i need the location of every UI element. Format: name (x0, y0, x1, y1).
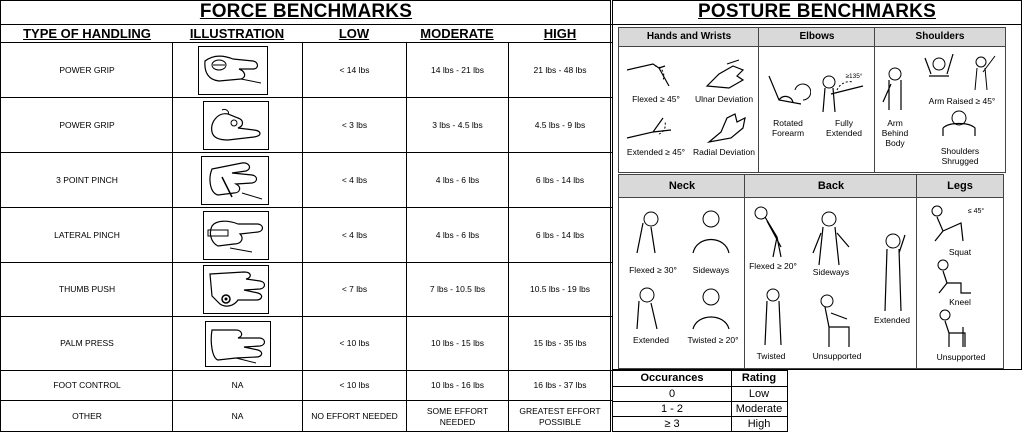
back-unsupported-label: Unsupported (812, 351, 862, 361)
rating-header-occurances: Occurances (640, 372, 704, 384)
rating-value-high: High (747, 418, 771, 430)
row4-high: 6 lbs - 14 lbs (535, 229, 585, 240)
row2-type: POWER GRIP (59, 119, 115, 130)
neck-title: Neck (619, 175, 745, 198)
row3-low: < 4 lbs (341, 174, 368, 185)
row8-low: NO EFFORT NEEDED (311, 411, 398, 421)
kneel-figure (931, 259, 975, 295)
back-extended-figure (873, 231, 913, 317)
row2-moderate: 3 lbs - 4.5 lbs (432, 119, 483, 130)
col-header-type: TYPE OF HANDLING (23, 26, 151, 41)
row7-illustration: NA (231, 380, 244, 390)
row7-moderate: 10 lbs - 16 lbs (431, 380, 484, 390)
elbow-angle-label: ≥135° (845, 73, 863, 80)
back-twisted-figure (755, 287, 791, 349)
col-header-moderate: MODERATE (420, 26, 494, 41)
back-sideways-label: Sideways (812, 267, 850, 277)
arm-behind-body-figure (881, 66, 911, 116)
rating-occ-0: 0 (668, 388, 676, 400)
col-header-illustration: ILLUSTRATION (189, 26, 285, 41)
row6-low: < 10 lbs (339, 338, 370, 348)
rotated-forearm-figure (765, 70, 811, 114)
posture-title-divider (612, 24, 1022, 25)
neck-flexed-figure (627, 207, 667, 257)
fully-extended-label: Fully Extended (826, 118, 862, 138)
row8-high: GREATEST EFFORT POSSIBLE (519, 405, 601, 427)
legs-panel (916, 174, 1004, 369)
rotated-forearm-label: Rotated Forearm (771, 118, 805, 138)
kneel-label: Kneel (949, 297, 971, 307)
row4-type: LATERAL PINCH (54, 229, 120, 240)
neck-sideways-label: Sideways (692, 265, 730, 275)
thumb-push-hand-icon (203, 265, 269, 314)
shoulders-panel (874, 27, 1006, 173)
neck-sideways-figure (691, 205, 731, 257)
wrist-extended-figure (625, 110, 675, 146)
neck-twisted-label: Twisted ≥ 20° (687, 335, 739, 345)
row5-high: 10.5 lbs - 19 lbs (529, 284, 590, 294)
shoulders-shrugged-label: Shoulders Shrugged (940, 146, 980, 166)
back-flexed-figure (751, 203, 791, 259)
col-header-high: HIGH (543, 26, 577, 41)
row6-moderate: 10 lbs - 15 lbs (431, 338, 484, 348)
neck-extended-label: Extended (633, 335, 669, 345)
row6-type: PALM PRESS (60, 338, 114, 348)
neck-extended-figure (627, 283, 667, 333)
row8-moderate: SOME EFFORT NEEDED (426, 405, 489, 427)
col-header-low: LOW (338, 26, 370, 41)
row7-type: FOOT CONTROL (53, 380, 121, 390)
arm-behind-body-label: Arm Behind Body (881, 118, 909, 148)
rating-occ-2: ≥ 3 (664, 418, 680, 430)
back-unsupported-figure (811, 293, 861, 349)
back-twisted-label: Twisted (756, 351, 786, 361)
shoulders-title: Shoulders (875, 28, 1005, 47)
row1-high: 21 lbs - 48 lbs (533, 64, 587, 75)
row3-moderate: 4 lbs - 6 lbs (435, 174, 480, 185)
elbows-panel (758, 27, 876, 173)
squat-label: Squat (948, 247, 972, 257)
wrist-extended-label: Extended ≥ 45° (626, 147, 686, 157)
row8-type: OTHER (72, 411, 102, 421)
back-title: Back (745, 175, 917, 198)
row2-high: 4.5 lbs - 9 lbs (534, 119, 586, 130)
neck-flexed-label: Flexed ≥ 30° (629, 265, 677, 275)
row8-illustration: NA (231, 411, 244, 421)
row6-high: 15 lbs - 35 lbs (533, 338, 587, 348)
row1-moderate: 14 lbs - 21 lbs (431, 64, 484, 75)
row7-low: < 10 lbs (339, 380, 370, 390)
three-point-pinch-hand-icon (201, 156, 269, 205)
row5-moderate: 7 lbs - 10.5 lbs (429, 284, 486, 294)
wrist-flexed-figure (625, 56, 675, 96)
rating-value-moderate: Moderate (735, 403, 783, 415)
hands-wrists-title: Hands and Wrists (619, 28, 759, 47)
legs-unsupported-figure (933, 309, 977, 349)
posture-title: POSTURE BENCHMARKS (698, 1, 936, 22)
row5-type: THUMB PUSH (58, 284, 116, 294)
back-extended-label: Extended (874, 315, 910, 325)
force-title: FORCE BENCHMARKS (199, 1, 413, 22)
neck-panel (618, 174, 746, 369)
neck-twisted-figure (691, 283, 731, 333)
pinch-grip-hand-icon (203, 101, 269, 150)
ulnar-deviation-figure (699, 56, 749, 96)
legs-unsupported-label: Unsupported (936, 352, 986, 362)
row1-low: < 14 lbs (339, 64, 370, 75)
lateral-pinch-hand-icon (203, 211, 269, 260)
rating-occ-1: 1 - 2 (660, 403, 683, 415)
palm-press-hand-icon (205, 321, 271, 367)
hands-wrists-panel (618, 27, 760, 173)
row4-moderate: 4 lbs - 6 lbs (435, 229, 480, 240)
rating-value-low: Low (748, 388, 770, 400)
arm-raised-figure (919, 50, 999, 92)
radial-deviation-label: Radial Deviation (693, 147, 755, 157)
legs-title: Legs (917, 175, 1003, 198)
radial-deviation-figure (703, 110, 753, 146)
elbows-title: Elbows (759, 28, 875, 47)
power-grip-hand-icon (198, 46, 268, 95)
row1-type: POWER GRIP (59, 64, 115, 75)
arm-raised-label: Arm Raised ≥ 45° (928, 96, 996, 106)
ulnar-deviation-label: Ulnar Deviation (694, 94, 754, 104)
squat-angle-label: ≤ 45° (967, 208, 985, 215)
row4-low: < 4 lbs (341, 229, 368, 240)
row3-type: 3 POINT PINCH (56, 174, 118, 185)
row7-high: 16 lbs - 37 lbs (533, 380, 587, 390)
row2-low: < 3 lbs (341, 119, 368, 130)
back-sideways-figure (809, 209, 853, 269)
posture-benchmarks-section (612, 0, 1024, 434)
wrist-flexed-label: Flexed ≥ 45° (632, 94, 680, 104)
rating-table (612, 370, 788, 432)
rating-header-rating: Rating (741, 372, 777, 384)
row3-high: 6 lbs - 14 lbs (535, 174, 585, 185)
shoulders-shrugged-figure (941, 108, 977, 136)
row5-low: < 7 lbs (341, 284, 368, 294)
back-flexed-label: Flexed ≥ 20° (749, 261, 797, 271)
back-panel (744, 174, 918, 369)
